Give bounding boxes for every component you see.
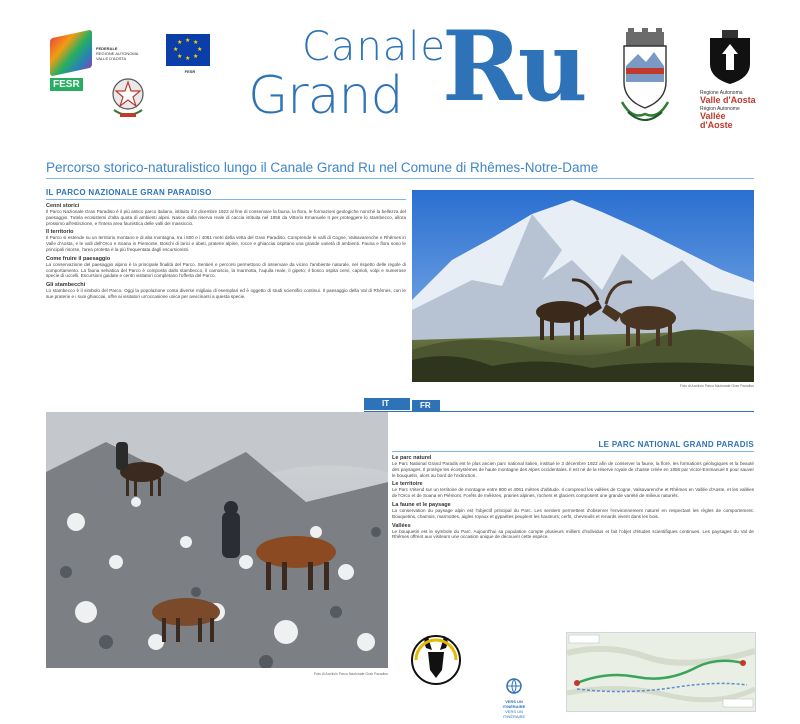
globe-icon xyxy=(506,678,522,694)
route-map-svg xyxy=(567,633,755,711)
it-block-1 xyxy=(46,203,406,226)
fr-block-1-head: Le parc naturel xyxy=(392,455,432,461)
subtitle-rule xyxy=(46,178,754,179)
fr-photo-caption: Foto di Archivio Parco Nazionale Gran Paradiso xyxy=(313,672,388,676)
fr-block-3 xyxy=(392,502,754,520)
lang-it: IT xyxy=(382,399,390,408)
it-block-2-head: Il territorio xyxy=(46,229,74,236)
map-end-marker xyxy=(740,660,746,666)
fr-block-4-text: Le bouquetin est le symbole du Parc. Aujourd'hui sa population compte plusieurs milliers d'individus et fait l'objet d'études scientifiques continues. Les paysages du Val de Rhêmes offrent aux visiteurs une occasion unique de découvrir cette espèce. xyxy=(392,528,754,540)
fr-section-title: LE PARC NATIONAL GRAND PARADIS xyxy=(598,440,754,449)
subtitle-bar xyxy=(46,159,754,175)
federale-line-2: VALLE D'AOSTA xyxy=(96,56,127,61)
region-name-it-2: Valle d'Aosta xyxy=(700,95,756,105)
it-block-4 xyxy=(46,282,406,300)
map-start-marker xyxy=(574,680,580,686)
fr-block-4-head: Vallées xyxy=(392,522,411,529)
it-photo-ibex xyxy=(412,190,754,382)
region-name-fr-2: Vallée d'Aoste xyxy=(700,111,733,130)
it-section-title: IL PARCO NAZIONALE GRAN PARADISO xyxy=(46,188,212,197)
cube-icon xyxy=(50,30,92,77)
fr-title-rule xyxy=(392,451,754,452)
web-link-2-label: VERS UN ITINÉRAIRE xyxy=(502,709,526,719)
web-link-1[interactable] xyxy=(494,678,534,719)
brand-logo xyxy=(246,10,586,136)
region-name-fr: Région Autonome xyxy=(700,106,740,112)
italy-emblem xyxy=(108,70,148,122)
it-block-4-head: Gli stambecchi xyxy=(46,282,86,289)
it-text-column xyxy=(46,188,406,420)
region-shield-icon xyxy=(700,30,760,86)
it-block-1-text: Il Parco Nazionale Gran Paradiso è il più antico parco italiano, istituito il 3 dicembre 1922 al fine di conservare la fauna, la flora, le formazioni geologiche nonché la bellezza del paesaggio. Tutela ecosistemi d'alta quota di ambienti alpini. Nasce dalla riserva reale di caccia istituita nel 1856 da Vittorio Emanuele II per proteggere lo stambecco, allora prossimo all'estinzione, e l'intera area faunistica delle valli del massiccio. xyxy=(46,209,406,226)
eu-caption: FESR xyxy=(184,69,196,74)
subtitle-place: Rhêmes-Notre-Dame xyxy=(469,160,599,175)
fr-block-2 xyxy=(392,481,754,499)
fesr-label: FESR xyxy=(50,78,83,91)
park-logo xyxy=(408,630,464,700)
region-name-it: Regione Autonoma xyxy=(700,90,743,96)
fesr-logo xyxy=(50,34,102,94)
region-crest xyxy=(700,30,760,140)
eu-flag-icon: ★ ★ ★ ★ ★ ★ ★ ★ xyxy=(166,34,210,66)
route-map[interactable] xyxy=(566,632,756,712)
language-rule xyxy=(364,411,754,412)
comune-crest-icon xyxy=(618,28,672,132)
it-block-4-text: Lo stambecco è il simbolo del Parco. Oggi la popolazione conta diverse migliaia di esemplari ed è oggetto di studi scientifici continui. Il paesaggio della Val di Rhêmes, con le sue praterie e i suoi ghiacciai, offre ai visitatori un'occasione unica per avvicinarsi a questa specie. xyxy=(46,288,406,299)
brand-canale: Canale xyxy=(302,24,447,70)
fr-block-1 xyxy=(392,455,754,478)
federale-title: FEDERALE xyxy=(96,46,118,51)
it-title-rule xyxy=(46,199,406,200)
ibex-head-logo-icon xyxy=(408,630,464,700)
web-link-1-label: VERS UN ITINÉRAIRE xyxy=(502,699,526,709)
brand-grand: Grand xyxy=(248,66,403,126)
fr-block-3-text: La conservation du paysage alpin est l'objectif principal du Parc. Les sentiers permettent d'observer l'environnement naturel en respectant les règles de comportement. Bouquetins, chamois, marmottes, aigles royaux et gypaètes peuplent les hauteurs; cerfs, chevreuils et renards vivent dans les bois. xyxy=(392,507,754,519)
comune-crest xyxy=(618,28,672,132)
lang-fr: FR xyxy=(420,401,431,410)
brand-ru: Ru xyxy=(442,10,584,123)
it-block-2 xyxy=(46,229,406,252)
fr-block-2-text: Le Parc s'étend sur un territoire de montagne entre 800 et 4061 mètres d'altitude. Il comprend les vallées de Cogne, Valsavarenche et Rhêmes en Vallée d'Aoste, et les vallées de l'Orco et de Soana en Piémont. Forêts de mélèzes, prairies alpines, rochers et glaciers composent une grande variété de milieux naturels. xyxy=(392,487,754,499)
eu-flag-logo xyxy=(166,34,214,94)
fr-photo-mules xyxy=(46,412,388,668)
federale-text-block xyxy=(96,46,144,61)
subtitle-text: Percorso storico-naturalistico lungo il Canale Grand Ru nel Comune di xyxy=(46,160,470,175)
language-bar xyxy=(364,398,410,410)
it-block-3-text: La conservazione del paesaggio alpino è la principale finalità del Parco. Sentieri e percorsi permettono di osservare da vicino l'ambiente naturale, nel rispetto delle regole di comportamento. La fauna selvatica del Parco è composta dallo stambecco, il camoscio, la marmotta, l'aquila reale, il gipeto; il bosco ospita cervi, caprioli, volpi e numerose specie di uccelli. Escursioni guidate e centri visitatori completano l'offerta del Parco. xyxy=(46,261,406,279)
it-block-1-head: Cenni storici xyxy=(46,203,80,209)
it-block-2-text: Il Parco si estende su un territorio montano e di alta montagna, tra i 800 e i 4061 metri della vetta del Gran Paradiso. Comprende le valli di Cogne, Valsavarenche e Rhêmes in Valle d'Aosta, e le valli dell'Orco e Soana in Piemonte. Boschi di larici e abeti, praterie alpine, rocce e ghiacciai ospitano una grande varietà di ambienti. Fauna e flora sono le principali risorse, l'area protetta è la più frequentata dagli escursionisti. xyxy=(46,235,406,252)
fr-text-column xyxy=(392,440,754,620)
mules-snow-photo xyxy=(46,412,388,668)
fr-block-4 xyxy=(392,523,754,541)
fr-block-1-text: Le Parc National Grand Paradis est le plus ancien parc national italien, institué le 3 décembre 1922 afin de conserver la faune, la flore, les formations géologiques et la beauté des paysages. Il protège les écosystèmes de haute montagne des Alpes occidentales. Il est né de la réserve royale de chasse créée en 1856 par Victor-Emmanuel II pour sauver le bouquetin, alors au bord de l'extinction. xyxy=(392,461,754,478)
it-block-3 xyxy=(46,256,406,279)
fr-block-2-head: Le territoire xyxy=(392,481,423,488)
fr-block-3-head: La faune et le paysage xyxy=(392,501,451,508)
it-photo-caption: Foto di Archivio Parco Nazionale Gran Paradiso xyxy=(679,384,754,388)
federale-line-1: REGIONE AUTONOMA xyxy=(96,51,139,56)
it-block-3-head: Come fruire il paesaggio xyxy=(46,255,111,262)
ibex-mountain-photo xyxy=(412,190,754,382)
star-emblem-icon xyxy=(108,70,148,122)
